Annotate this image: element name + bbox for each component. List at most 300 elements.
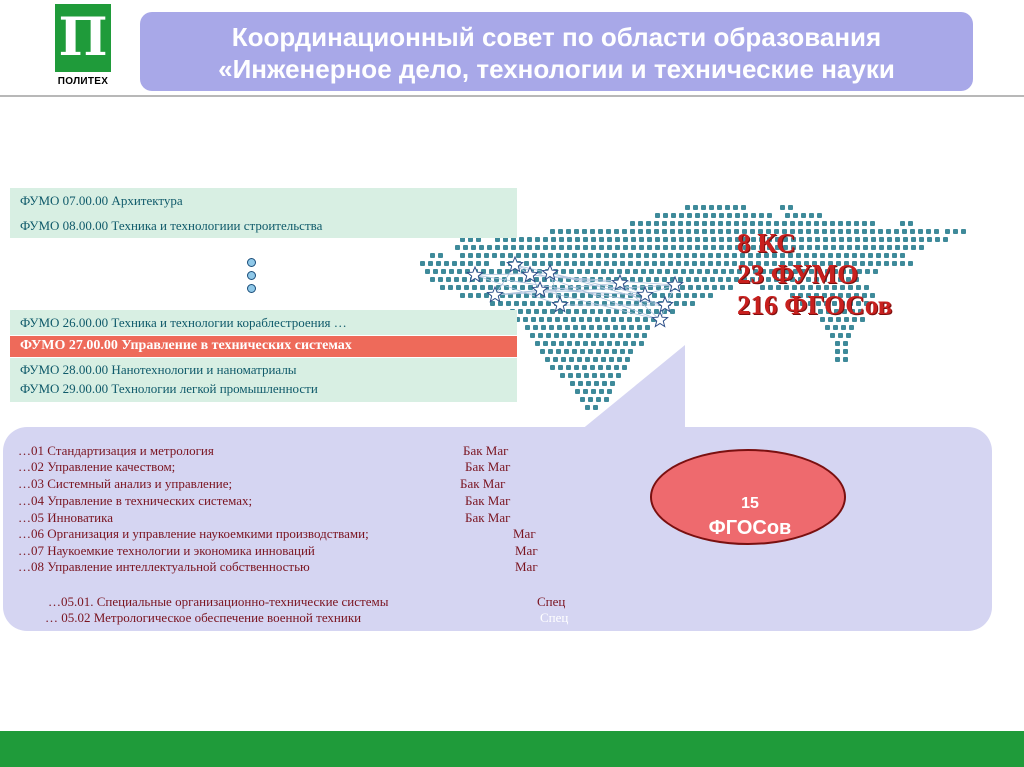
map-dot <box>702 229 707 234</box>
map-dot <box>589 325 594 330</box>
map-dot <box>558 229 563 234</box>
fumo-item: ФУМО 29.00.00 Технологии легкой промышленности <box>20 381 318 396</box>
map-dot <box>556 253 561 258</box>
map-dot <box>684 253 689 258</box>
map-dot <box>572 261 577 266</box>
map-dot <box>685 205 690 210</box>
map-dot <box>835 349 840 354</box>
map-dot <box>743 213 748 218</box>
map-dot <box>564 261 569 266</box>
map-dot <box>535 237 540 242</box>
map-dot <box>569 357 574 362</box>
map-dot <box>647 237 652 242</box>
map-dot <box>476 293 481 298</box>
map-dot <box>646 229 651 234</box>
map-dot <box>670 309 675 314</box>
map-dot <box>734 221 739 226</box>
map-dot <box>712 285 717 290</box>
map-dot <box>708 253 713 258</box>
map-dot <box>637 325 642 330</box>
map-dot <box>568 373 573 378</box>
map-dot <box>545 357 550 362</box>
map-dot <box>548 349 553 354</box>
map-dot <box>835 357 840 362</box>
map-dot <box>711 213 716 218</box>
map-dot <box>662 277 667 282</box>
map-dot <box>452 261 457 266</box>
map-dot <box>670 229 675 234</box>
stat-ks: 8 КС <box>737 228 796 258</box>
map-dot <box>438 277 443 282</box>
politeh-logo <box>55 4 111 90</box>
map-dot <box>717 205 722 210</box>
map-dot <box>448 285 453 290</box>
map-dot <box>479 245 484 250</box>
map-dot <box>433 269 438 274</box>
map-dot <box>598 229 603 234</box>
map-dot <box>655 213 660 218</box>
map-dot <box>654 221 659 226</box>
map-dot <box>639 237 644 242</box>
map-dot <box>468 253 473 258</box>
map-dot <box>468 261 473 266</box>
map-dot <box>523 317 528 322</box>
map-dot <box>506 301 511 306</box>
map-dot <box>644 261 649 266</box>
map-dot <box>511 245 516 250</box>
map-dot <box>572 293 577 298</box>
map-dot <box>476 261 481 266</box>
map-dot <box>569 269 574 274</box>
map-dot <box>655 237 660 242</box>
map-dot <box>526 309 531 314</box>
map-dot <box>696 285 701 290</box>
map-dot <box>436 261 441 266</box>
map-dot <box>843 341 848 346</box>
map-dot <box>613 325 618 330</box>
map-dot <box>543 245 548 250</box>
fgos-count: 15 <box>741 495 759 512</box>
map-dot <box>541 325 546 330</box>
map-dot <box>488 285 493 290</box>
map-dot <box>610 333 615 338</box>
map-dot <box>471 245 476 250</box>
map-dot <box>692 253 697 258</box>
logo-name: ПОЛИТЕХ <box>57 76 109 87</box>
map-dot <box>646 277 651 282</box>
map-dot <box>822 221 827 226</box>
map-dot <box>570 333 575 338</box>
program-name: …01 Стандартизация и метрология <box>18 443 214 458</box>
map-dot <box>687 237 692 242</box>
map-dot <box>686 229 691 234</box>
map-dot <box>724 261 729 266</box>
map-dot <box>751 213 756 218</box>
map-dot <box>630 229 635 234</box>
map-dot <box>495 245 500 250</box>
map-dot <box>454 277 459 282</box>
map-dot <box>562 333 567 338</box>
map-dot <box>694 229 699 234</box>
map-dot <box>681 269 686 274</box>
map-dot <box>540 261 545 266</box>
map-dot <box>564 253 569 258</box>
map-dot <box>524 261 529 266</box>
map-dot <box>679 237 684 242</box>
map-dot <box>462 277 467 282</box>
map-dot <box>733 205 738 210</box>
map-dot <box>500 261 505 266</box>
map-dot <box>622 229 627 234</box>
map-dot <box>790 221 795 226</box>
map-dot <box>614 229 619 234</box>
map-dot <box>561 357 566 362</box>
map-dot <box>564 349 569 354</box>
map-dot <box>767 213 772 218</box>
map-dot <box>522 301 527 306</box>
map-dot <box>718 221 723 226</box>
map-dot <box>518 309 523 314</box>
map-dot <box>678 277 683 282</box>
ellipsis-dot <box>247 258 256 267</box>
map-dot <box>580 253 585 258</box>
map-dot <box>519 245 524 250</box>
map-dot <box>671 213 676 218</box>
map-dot <box>713 269 718 274</box>
map-dot <box>538 333 543 338</box>
program-name: …02 Управление качеством; <box>18 459 176 474</box>
map-dot <box>543 237 548 242</box>
map-dot <box>534 309 539 314</box>
map-dot <box>533 325 538 330</box>
map-dot <box>908 221 913 226</box>
map-dot <box>695 213 700 218</box>
map-dot <box>597 325 602 330</box>
map-dot <box>870 221 875 226</box>
map-dot <box>635 317 640 322</box>
map-dot <box>630 277 635 282</box>
map-dot <box>566 229 571 234</box>
map-dot <box>587 317 592 322</box>
map-dot <box>604 253 609 258</box>
map-dot <box>476 253 481 258</box>
map-dot <box>862 221 867 226</box>
map-dot <box>530 301 535 306</box>
map-dot <box>582 229 587 234</box>
map-dot <box>625 269 630 274</box>
map-dot <box>468 293 473 298</box>
map-dot <box>785 213 790 218</box>
map-dot <box>702 221 707 226</box>
map-dot <box>532 261 537 266</box>
map-dot <box>721 269 726 274</box>
map-dot <box>508 253 513 258</box>
map-dot <box>742 221 747 226</box>
logo-pi-symbol: П <box>58 7 108 68</box>
map-dot <box>593 269 598 274</box>
map-dot <box>566 309 571 314</box>
map-dot <box>612 253 617 258</box>
map-dot <box>601 269 606 274</box>
map-dot <box>594 333 599 338</box>
map-dot <box>644 253 649 258</box>
program-levels: Бак Маг <box>465 493 511 508</box>
map-dot <box>750 221 755 226</box>
map-dot <box>438 253 443 258</box>
map-dot <box>527 245 532 250</box>
map-dot <box>638 277 643 282</box>
map-dot <box>663 237 668 242</box>
program-levels: Бак Маг <box>460 476 506 491</box>
map-dot <box>543 341 548 346</box>
map-dot <box>843 357 848 362</box>
map-dot <box>531 317 536 322</box>
map-dot <box>463 245 468 250</box>
map-dot <box>774 221 779 226</box>
map-dot <box>657 269 662 274</box>
map-dot <box>606 277 611 282</box>
map-dot <box>549 325 554 330</box>
ellipsis-dot <box>247 271 256 280</box>
map-dot <box>662 221 667 226</box>
map-dot <box>636 253 641 258</box>
map-dot <box>639 245 644 250</box>
map-dot <box>814 221 819 226</box>
map-dot <box>588 253 593 258</box>
map-dot <box>684 293 689 298</box>
map-dot <box>692 261 697 266</box>
map-dot <box>724 253 729 258</box>
program-name: …08 Управление интеллектуальной собственностью <box>18 559 310 574</box>
map-dot <box>580 261 585 266</box>
map-dot <box>611 317 616 322</box>
map-dot <box>710 221 715 226</box>
map-dot <box>628 261 633 266</box>
map-dot <box>603 317 608 322</box>
map-dot <box>595 317 600 322</box>
map-dot <box>846 333 851 338</box>
map-dot <box>520 285 525 290</box>
map-dot <box>558 365 563 370</box>
map-dot <box>626 333 631 338</box>
map-dot <box>694 277 699 282</box>
map-dot <box>801 213 806 218</box>
slide-title <box>140 12 973 91</box>
program-name: …05 Инноватика <box>18 510 113 525</box>
map-dot <box>565 325 570 330</box>
map-dot <box>586 333 591 338</box>
map-dot <box>449 269 454 274</box>
map-dot <box>720 285 725 290</box>
map-dot <box>577 269 582 274</box>
map-dot <box>455 245 460 250</box>
map-dot <box>688 285 693 290</box>
map-dot <box>457 269 462 274</box>
title-line-2: «Инженерное дело, технологии и технические науки <box>218 54 895 84</box>
map-dot <box>430 277 435 282</box>
map-dot <box>480 285 485 290</box>
map-dot <box>514 301 519 306</box>
map-dot <box>618 333 623 338</box>
map-dot <box>539 317 544 322</box>
map-dot <box>621 325 626 330</box>
map-dot <box>660 261 665 266</box>
map-dot <box>676 293 681 298</box>
map-dot <box>599 245 604 250</box>
map-dot <box>631 237 636 242</box>
map-dot <box>687 213 692 218</box>
footer-green-bar <box>0 731 1024 767</box>
map-dot <box>641 269 646 274</box>
map-dot <box>548 253 553 258</box>
map-dot <box>428 261 433 266</box>
map-dot <box>838 221 843 226</box>
title-line-1: Координационный совет по области образования <box>231 22 882 52</box>
map-dot <box>705 269 710 274</box>
fumo-item: ФУМО 26.00.00 Техника и технологии кораблестроения … <box>20 315 347 330</box>
map-dot <box>648 285 653 290</box>
map-dot <box>538 301 543 306</box>
map-dot <box>599 237 604 242</box>
map-dot <box>460 293 465 298</box>
map-dot <box>703 213 708 218</box>
map-dot <box>574 229 579 234</box>
map-dot <box>716 261 721 266</box>
map-dot <box>695 245 700 250</box>
ellipsis-dot <box>247 284 256 293</box>
map-dot <box>628 253 633 258</box>
map-dot <box>700 261 705 266</box>
map-dot <box>782 221 787 226</box>
special-program-name: …05.01. Специальные организационно-технические системы <box>48 594 389 609</box>
map-dot <box>563 317 568 322</box>
map-dot <box>559 237 564 242</box>
map-dot <box>719 237 724 242</box>
map-dot <box>420 261 425 266</box>
map-dot <box>503 245 508 250</box>
map-dot <box>654 229 659 234</box>
fgos-label: ФГОСов <box>708 517 792 539</box>
map-dot <box>945 229 950 234</box>
map-dot <box>900 221 905 226</box>
map-dot <box>943 237 948 242</box>
map-dot <box>673 269 678 274</box>
map-dot <box>497 269 502 274</box>
map-dot <box>484 253 489 258</box>
map-dot <box>619 317 624 322</box>
map-dot <box>554 333 559 338</box>
special-program-levels: Спец <box>540 610 569 625</box>
map-dot <box>591 237 596 242</box>
fgos-count-oval <box>650 449 846 545</box>
map-dot <box>551 237 556 242</box>
map-dot <box>676 253 681 258</box>
map-dot <box>643 317 648 322</box>
map-dot <box>766 221 771 226</box>
map-dot <box>838 333 843 338</box>
map-dot <box>642 333 647 338</box>
map-dot <box>684 261 689 266</box>
map-star-icon <box>652 312 667 327</box>
map-dot <box>726 221 731 226</box>
map-dot <box>567 341 572 346</box>
map-dot <box>627 317 632 322</box>
map-dot <box>662 229 667 234</box>
stat-fgos: 216 ФГОСов <box>737 290 893 320</box>
map-dot <box>596 261 601 266</box>
map-dot <box>550 229 555 234</box>
map-dot <box>693 205 698 210</box>
map-dot <box>719 245 724 250</box>
program-levels: Маг <box>513 526 536 541</box>
map-dot <box>572 253 577 258</box>
map-dot <box>846 221 851 226</box>
map-dot <box>571 317 576 322</box>
map-dot <box>583 237 588 242</box>
map-dot <box>646 221 651 226</box>
map-dot <box>638 221 643 226</box>
map-dot <box>527 237 532 242</box>
map-dot <box>830 333 835 338</box>
map-dot <box>556 349 561 354</box>
program-levels: Бак Маг <box>465 510 511 525</box>
map-dot <box>710 277 715 282</box>
map-dot <box>671 245 676 250</box>
map-dot <box>591 245 596 250</box>
map-dot <box>516 253 521 258</box>
map-dot <box>617 269 622 274</box>
map-dot <box>535 341 540 346</box>
map-dot <box>825 325 830 330</box>
map-dot <box>615 245 620 250</box>
map-dot <box>550 365 555 370</box>
map-dot <box>708 261 713 266</box>
map-dot <box>728 285 733 290</box>
map-dot <box>759 213 764 218</box>
map-dot <box>687 245 692 250</box>
map-dot <box>702 277 707 282</box>
map-dot <box>682 301 687 306</box>
map-dot <box>446 277 451 282</box>
program-levels: Маг <box>515 543 538 558</box>
map-dot <box>524 253 529 258</box>
map-dot <box>725 205 730 210</box>
map-dot <box>719 213 724 218</box>
map-dot <box>649 269 654 274</box>
map-dot <box>726 277 731 282</box>
map-dot <box>607 245 612 250</box>
map-dot <box>560 373 565 378</box>
map-dot <box>425 269 430 274</box>
map-dot <box>583 245 588 250</box>
map-dot <box>854 221 859 226</box>
fumo-group-bottom <box>10 358 517 402</box>
map-dot <box>660 293 665 298</box>
map-dot <box>441 269 446 274</box>
map-dot <box>636 261 641 266</box>
map-dot <box>798 221 803 226</box>
map-dot <box>700 253 705 258</box>
map-dot <box>679 213 684 218</box>
map-dot <box>652 261 657 266</box>
map-dot <box>623 245 628 250</box>
map-dot <box>703 245 708 250</box>
map-dot <box>835 341 840 346</box>
map-dot <box>590 229 595 234</box>
map-dot <box>620 253 625 258</box>
map-dot <box>596 253 601 258</box>
map-dot <box>704 285 709 290</box>
